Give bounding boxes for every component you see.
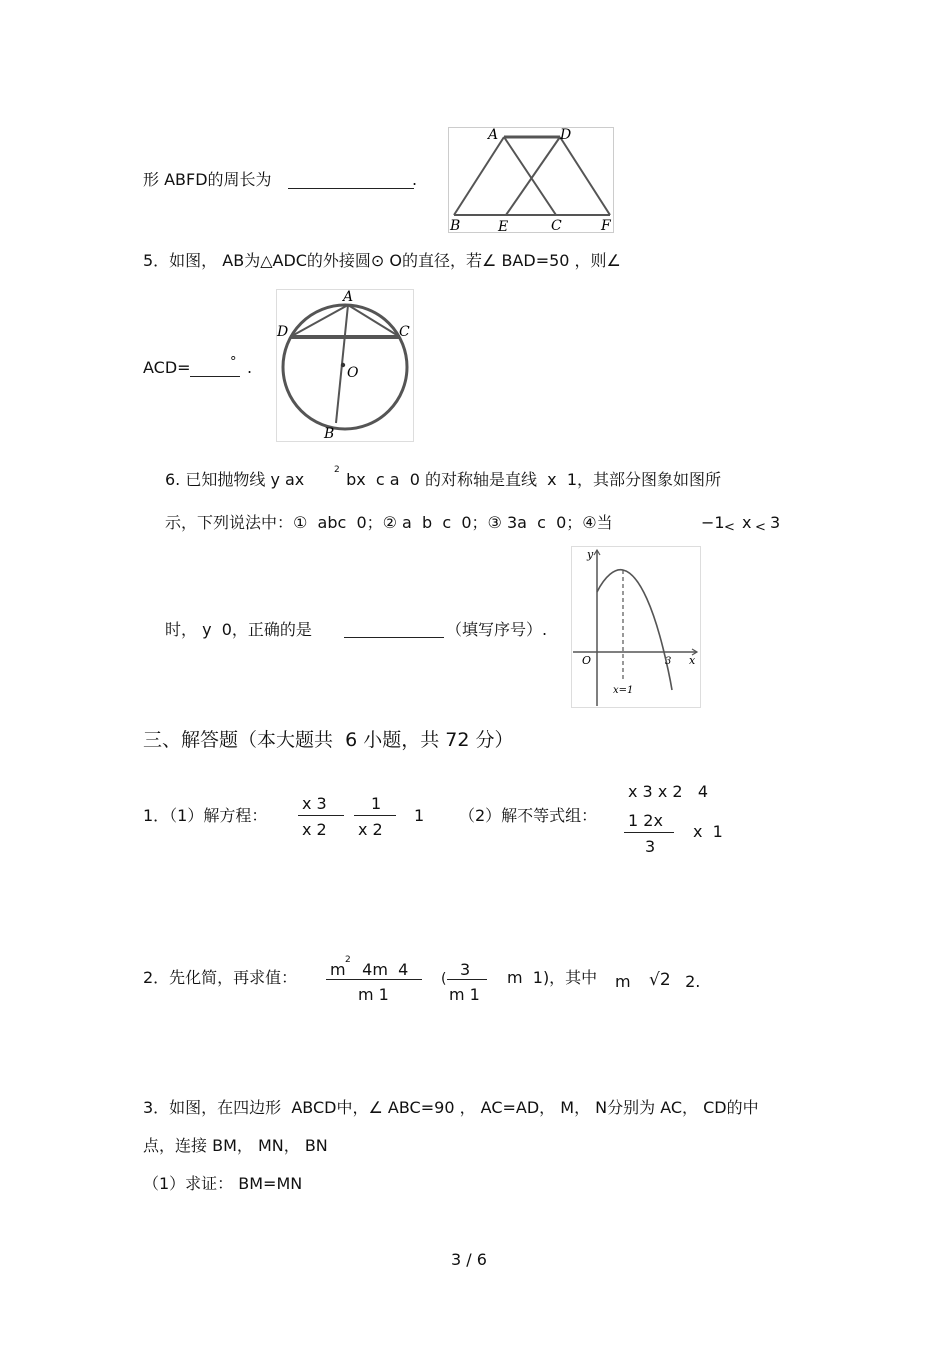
q6-line1: 6. 已知抛物线 y ax bbox=[165, 470, 305, 489]
fig1-label-d: D bbox=[560, 127, 572, 143]
fig2-label-a: A bbox=[343, 289, 354, 305]
p2-frac1-num-rest: 4m 4 bbox=[352, 960, 409, 979]
q4-tail-text: 形 ABFD的周长为 bbox=[143, 170, 272, 189]
figure-parallelograms bbox=[448, 127, 614, 233]
p1-ineq2-den: 3 bbox=[645, 837, 656, 856]
fig3-label-y: y bbox=[587, 548, 594, 561]
fig1-label-c: C bbox=[551, 218, 562, 233]
q6-line1-rest: bx c a 0 的对称轴是直线 x 1，其部分图象如图所 bbox=[341, 470, 722, 489]
figure-circle bbox=[276, 289, 414, 442]
p1-frac2-bar bbox=[354, 815, 396, 816]
fig2-label-b: B bbox=[324, 426, 335, 442]
fig1-label-a: A bbox=[488, 127, 499, 143]
q6-three: 3 bbox=[770, 513, 781, 532]
p1-label: 1．（1）解方程： bbox=[143, 806, 268, 825]
p3-line3: （1）求证： BM=MN bbox=[143, 1174, 303, 1193]
fig1-label-b: B bbox=[450, 218, 461, 233]
q6-x: x bbox=[742, 513, 752, 532]
fig3-label-three: 3 bbox=[665, 656, 672, 667]
p2-tail: m 1)，其中 bbox=[507, 968, 598, 987]
q6-line3: 时， y 0，正确的是 bbox=[165, 620, 312, 639]
q6-line2-tail: −1 bbox=[701, 513, 725, 532]
p2-frac1-num: m bbox=[330, 960, 346, 979]
q6-line3-end: （填写序号）. bbox=[446, 620, 548, 639]
p1-ineq1: x 3 x 2 4 bbox=[628, 782, 708, 801]
q6-answer-blank bbox=[344, 637, 444, 638]
fig2-label-o: O bbox=[347, 365, 359, 381]
q6-line1-sup: 2 bbox=[334, 465, 340, 475]
page-number: 3 / 6 bbox=[451, 1250, 487, 1269]
p1-frac1-num: x 3 bbox=[302, 794, 327, 813]
p1-ineq2-bar bbox=[624, 832, 674, 833]
p1-label2: （2）解不等式组： bbox=[459, 806, 598, 825]
p2-sqrt: √2 bbox=[649, 970, 671, 990]
fig2-label-c: C bbox=[399, 324, 410, 340]
p2-paren-open: ( bbox=[441, 971, 447, 987]
p1-ineq2-num: 1 2x bbox=[628, 811, 663, 830]
q4-period: . bbox=[412, 170, 418, 189]
p1-frac2-num: 1 bbox=[371, 794, 382, 813]
q4-answer-blank bbox=[288, 188, 414, 189]
p2-frac2-num: 3 bbox=[460, 960, 471, 979]
q6-lt2: < bbox=[755, 520, 766, 535]
q6-lt1: < bbox=[724, 520, 735, 535]
fig3-label-o: O bbox=[582, 654, 592, 667]
fig1-label-e: E bbox=[498, 219, 509, 233]
p3-line1: 3．如图，在四边形 ABCD中，∠ ABC=90 ， AC=AD， M， N分别为 AC， CD的中 bbox=[143, 1098, 759, 1117]
fig3-label-x: x bbox=[689, 654, 696, 667]
p1-frac2-den: x 2 bbox=[358, 820, 383, 839]
fig3-axis-label: x=1 bbox=[613, 685, 634, 696]
p2-end: 2. bbox=[680, 972, 701, 991]
figure-parabola bbox=[571, 546, 701, 708]
section-3-title: 三、解答题（本大题共 6 小题，共 72 分） bbox=[143, 729, 514, 751]
p2-frac1-bar bbox=[326, 979, 422, 980]
p2-frac1-sup: 2 bbox=[345, 955, 351, 965]
q5-line2: ACD= bbox=[143, 358, 191, 377]
p2-frac2-bar bbox=[447, 979, 487, 980]
p2-m: m bbox=[615, 972, 631, 991]
fig1-label-f: F bbox=[601, 218, 611, 233]
q5-period: . bbox=[247, 358, 253, 377]
q6-line2: 示，下列说法中：① abc 0；② a b c 0；③ 3a c 0；④当 bbox=[165, 513, 618, 532]
p2-frac2-den: m 1 bbox=[449, 985, 480, 1004]
q5-degree: ° bbox=[230, 355, 237, 370]
p2-frac1-den: m 1 bbox=[358, 985, 389, 1004]
p1-ineq2-rhs: x 1 bbox=[693, 822, 723, 841]
p1-frac1-bar bbox=[298, 815, 344, 816]
p2-label: 2．先化简，再求值： bbox=[143, 968, 298, 987]
p1-frac1-den: x 2 bbox=[302, 820, 327, 839]
q5-line1: 5．如图， AB为△ADC的外接圆⊙ O的直径，若∠ BAD=50 ，则∠ bbox=[143, 251, 621, 270]
fig2-label-d: D bbox=[277, 324, 289, 340]
q5-answer-blank bbox=[190, 376, 240, 377]
p3-line2: 点，连接 BM， MN， BN bbox=[143, 1136, 328, 1155]
p1-rhs: 1 bbox=[414, 806, 425, 825]
